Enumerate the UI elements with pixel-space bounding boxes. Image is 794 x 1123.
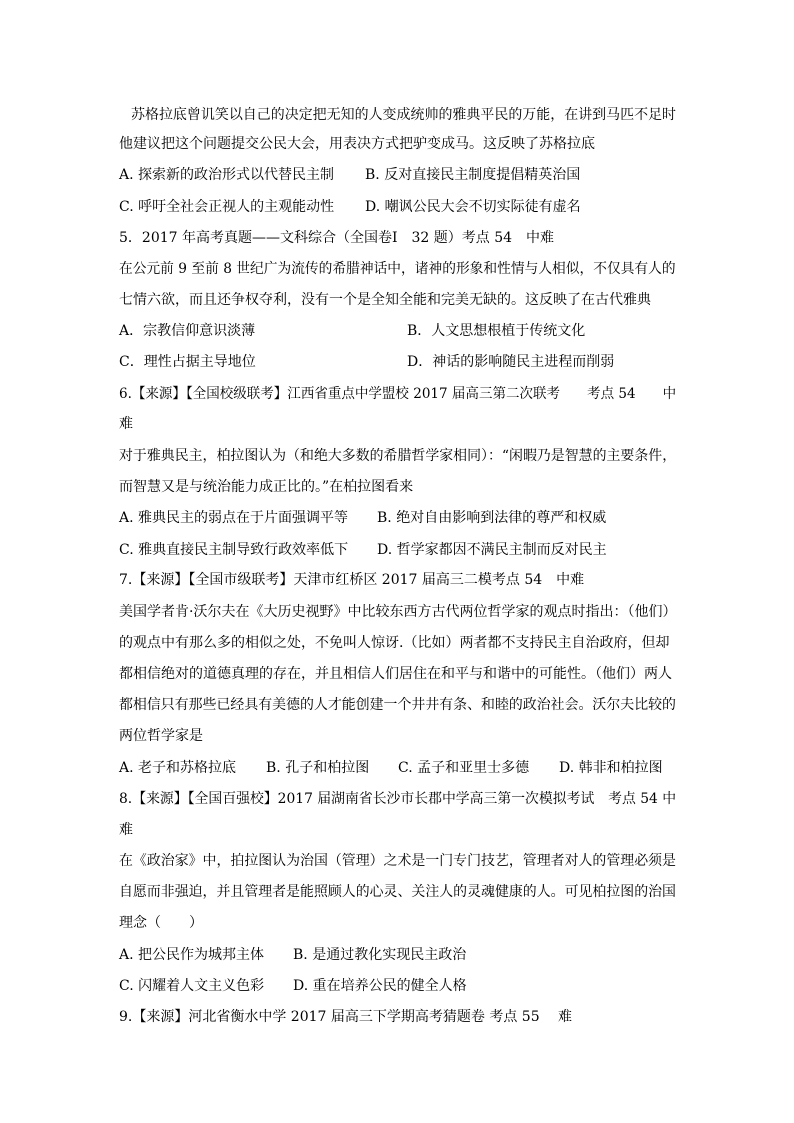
q4-option-c: C. 呼吁全社会正视人的主观能动性 [119,199,335,215]
q6-stem-line-1: 对于雅典民主，柏拉图认为（和绝大多数的希腊哲学家相同）：“闲暇乃是智慧的主要条件， [119,448,677,464]
q7-stem-line-4: 都相信只有那些已经具有美德的人才能创建一个井井有条、和睦的政治社会。沃尔夫比较的 [119,697,676,713]
q7-option-a: A. 老子和苏格拉底 [119,760,237,776]
q4-option-a: A. 探索新的政治形式以代替民主制 [119,167,335,183]
q6-option-b: B. 绝对自由影响到法律的尊严和权威 [377,510,607,526]
q9-header: 9.【来源】河北省衡水中学 2017 届高三下学期高考猜题卷 考点 55 难 [119,1009,573,1025]
q8-stem-line-1: 在《政治家》中，拍拉图认为治国（管理）之术是一门专门技艺，管理者对人的管理必须是 [119,853,676,869]
q8-option-c: C. 闪耀着人文主义色彩 [119,978,265,994]
q4-option-d: D. 嘲讽公民大会不切实际徒有虚名 [365,199,581,215]
q5-option-c: C．理性占据主导地位 [119,354,256,370]
q6-header-line-2: 难 [119,416,133,432]
q6-header-line-1: 6.【来源】【全国校级联考】江西省重点中学盟校 2017 届高三第二次联考 考点 54 中 [119,386,677,402]
q5-stem-line-2: 七情六欲，而且还争权夺利，没有一个是全知全能和完美无缺的。这反映了在古代雅典 [119,292,651,308]
q4-stem-line-2: 他建议把这个问题提交公民大会，用表决方式把驴变成马。这反映了苏格拉底 [119,136,595,152]
q7-option-d: D. 韩非和柏拉图 [559,760,663,776]
q7-stem-line-5: 两位哲学家是 [119,728,203,744]
q5-header: 5．2017 年高考真题——文科综合（全国卷Ⅰ 32 题）考点 54 中难 [119,230,555,246]
q8-stem-line-3: 理念（ ） [119,915,203,931]
q4-stem-line-1: 苏格拉底曾讥笑以自己的决定把无知的人变成统帅的雅典平民的万能，在讲到马匹不足时 [131,107,677,123]
q7-stem-line-2: 的观点中有那么多的相似之处，不免叫人惊讶.（比如）两者都不支持民主自治政府，但却 [119,635,670,651]
q7-stem-line-3: 都相信绝对的道德真理的存在，并且相信人们居住在和平与和谐中的可能性。（他们）两人 [119,666,672,682]
q5-stem-line-1: 在公元前 9 至前 8 世纪广为流传的希腊神话中，诸神的形象和性情与人相似，不仅具有人的 [119,261,676,277]
q5-option-a: A．宗教信仰意识淡薄 [119,323,256,339]
q6-option-a: A. 雅典民主的弱点在于片面强调平等 [119,510,349,526]
q7-header: 7.【来源】【全国市级联考】天津市红桥区 2017 届高三二模考点 54 中难 [119,572,585,588]
q4-option-b: B. 反对直接民主制度提倡精英治国 [365,167,581,183]
q8-header-line-2: 难 [119,822,133,838]
q8-option-b: B. 是通过教化实现民主政治 [293,947,467,963]
q6-option-d: D. 哲学家都因不满民主制而反对民主 [377,542,607,558]
q7-option-b: B. 孔子和柏拉图 [266,760,370,776]
q7-stem-line-1: 美国学者肯·沃尔夫在《大历史视野》中比较东西方古代两位哲学家的观点时指出：（他们） [119,604,677,620]
q6-option-c: C. 雅典直接民主制导致行政效率低下 [119,542,349,558]
q8-option-d: D. 重在培养公民的健全人格 [293,978,467,994]
q5-option-d: D．神话的影响随民主进程而削弱 [407,354,615,370]
q8-option-a: A. 把公民作为城邦主体 [119,947,265,963]
q7-option-c: C. 孟子和亚里士多德 [398,760,530,776]
q5-option-b: B．人文思想根植于传统文化 [407,323,586,339]
q8-stem-line-2: 自愿而非强迫，并且管理者是能照顾人的心灵、关注人的灵魂健康的人。可见柏拉图的治国 [119,884,676,900]
q6-stem-line-2: 而智慧又是与统治能力成正比的。”在柏拉图看来 [119,479,414,495]
q8-header-line-1: 8.【来源】【全国百强校】2017 届湖南省长沙市长郡中学高三第一次模拟考试 考点 54 中 [119,791,677,807]
